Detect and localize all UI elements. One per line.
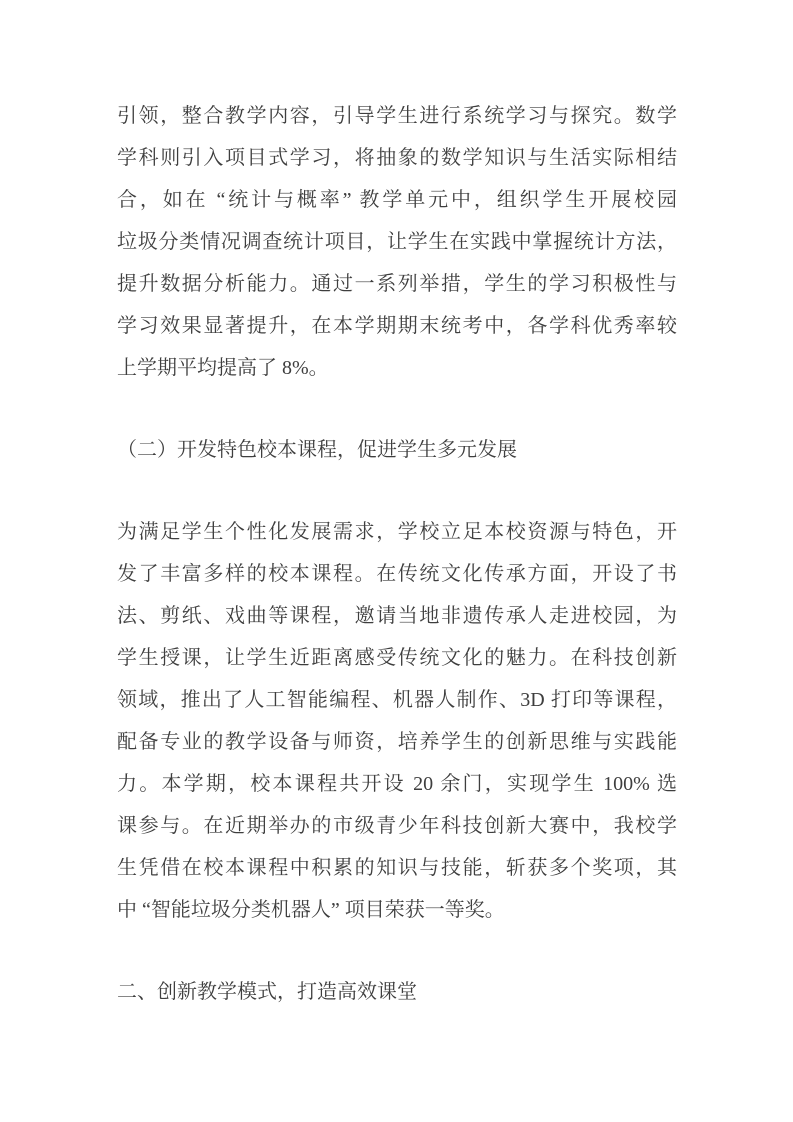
text-line: 垃圾分类情况调查统计项目，让学生在实践中掌握统计方法， bbox=[117, 231, 677, 253]
document-body bbox=[117, 95, 677, 1053]
text-line: 学习效果显著提升，在本学期期末统考中，各学科优秀率较 bbox=[117, 315, 677, 337]
text-line: 课参与。在近期举办的市级青少年科技创新大赛中，我校学 bbox=[117, 815, 677, 837]
paragraph-teaching-reform-results bbox=[117, 95, 677, 389]
text-line: 发了丰富多样的校本课程。在传统文化传承方面，开设了书 bbox=[117, 563, 677, 585]
heading-section-2: 二、创新教学模式，打造高效课堂 bbox=[117, 981, 417, 1003]
text-line: 配备专业的教学设备与师资，培养学生的创新思维与实践能 bbox=[117, 731, 677, 753]
text-line: 提升数据分析能力。通过一系列举措，学生的学习积极性与 bbox=[117, 273, 677, 295]
text-line: 学生授课，让学生近距离感受传统文化的魅力。在科技创新 bbox=[117, 647, 677, 669]
text-line: 中 “智能垃圾分类机器人” 项目荣获一等奖。 bbox=[117, 899, 505, 921]
text-line: 学科则引入项目式学习，将抽象的数学知识与生活实际相结 bbox=[117, 147, 677, 169]
text-line: 为满足学生个性化发展需求，学校立足本校资源与特色，开 bbox=[117, 521, 677, 543]
text-line: 力。本学期，校本课程共开设 20 余门，实现学生 100% 选 bbox=[117, 773, 677, 795]
heading-section-1-2: （二）开发特色校本课程，促进学生多元发展 bbox=[117, 439, 517, 461]
text-line: 引领，整合教学内容，引导学生进行系统学习与探究。数学 bbox=[117, 105, 677, 127]
text-line: 领域，推出了人工智能编程、机器人制作、3D 打印等课程， bbox=[117, 689, 677, 711]
paragraph-school-based-curriculum bbox=[117, 511, 677, 931]
text-line: 生凭借在校本课程中积累的知识与技能，斩获多个奖项，其 bbox=[117, 857, 677, 879]
text-line: 上学期平均提高了 8%。 bbox=[117, 357, 329, 379]
text-line: 合，如在 “统计与概率” 教学单元中，组织学生开展校园 bbox=[117, 189, 677, 211]
text-line: 法、剪纸、戏曲等课程，邀请当地非遗传承人走进校园，为 bbox=[117, 605, 677, 627]
